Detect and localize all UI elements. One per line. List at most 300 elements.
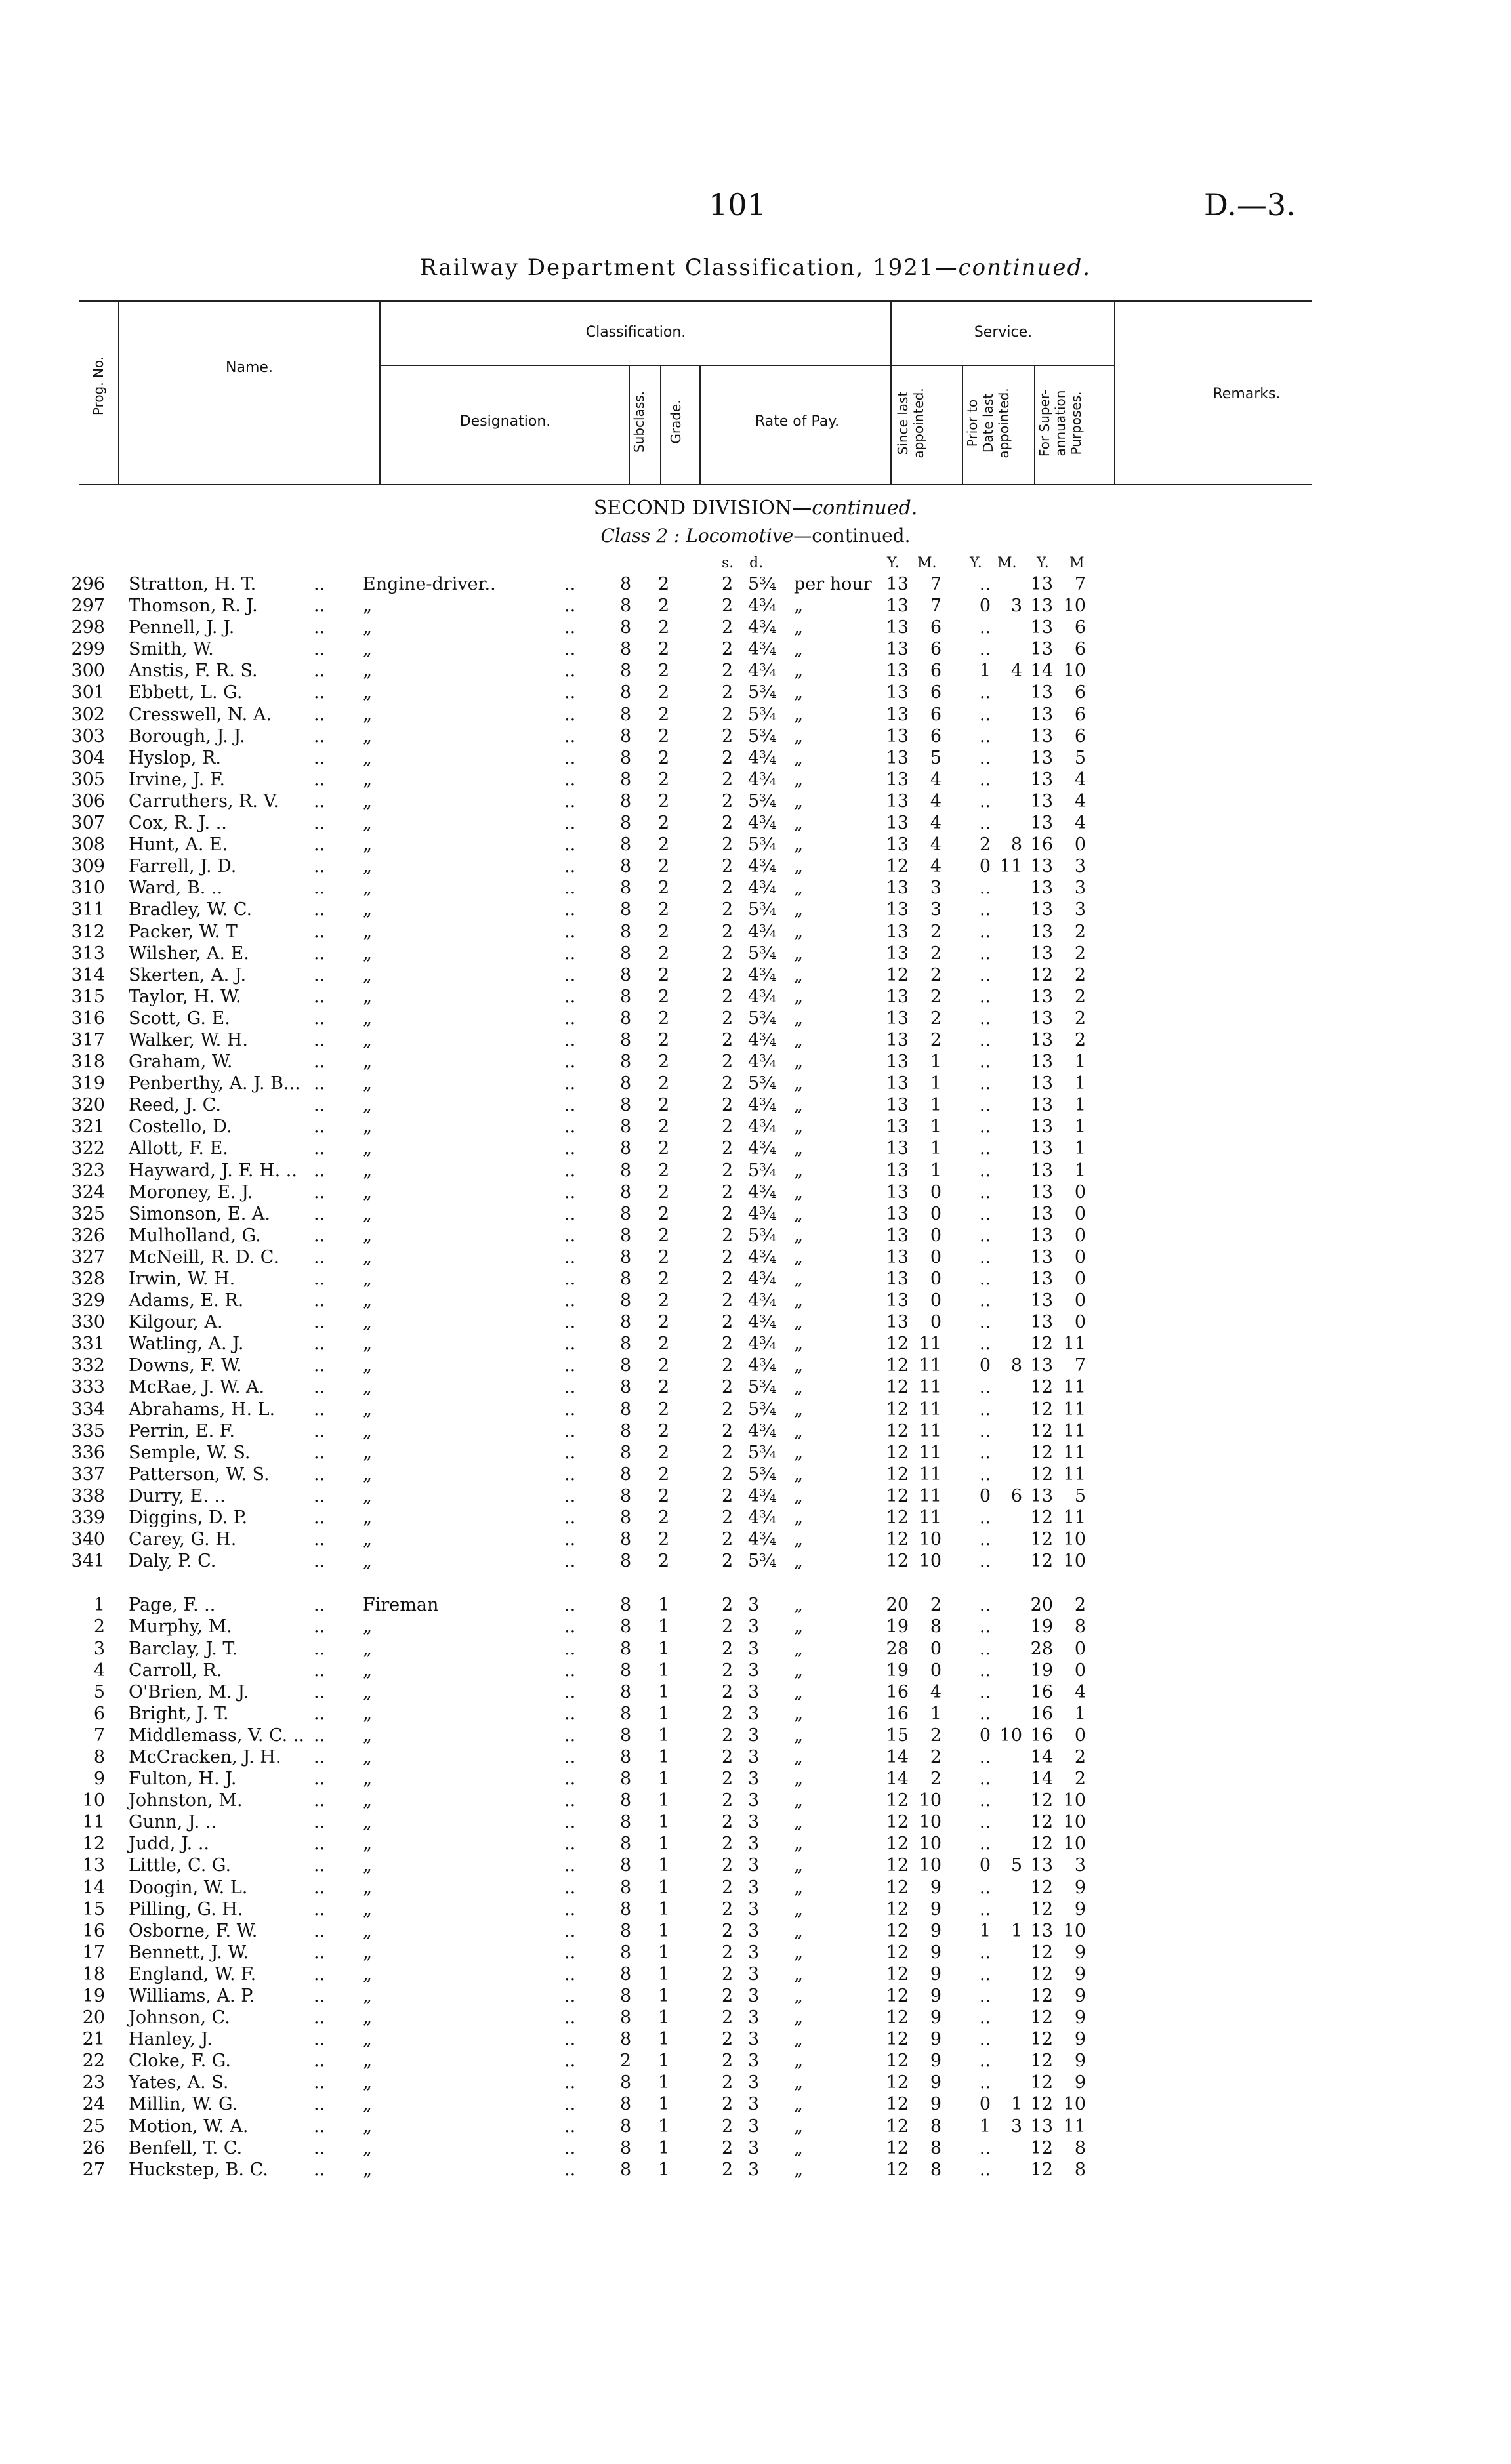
prog-number: 332 [71, 1355, 105, 1376]
grade: 2 [658, 1334, 670, 1355]
rate-pence: 5¾ [748, 726, 777, 747]
super-years: 16 [1030, 1703, 1053, 1724]
leader-dots: .. [314, 1420, 325, 1441]
super-years: 13 [1030, 1920, 1053, 1941]
designation: „ [363, 1746, 372, 1767]
prog-number: 337 [71, 1464, 105, 1485]
since-months: 2 [930, 921, 942, 942]
since-months: 4 [930, 791, 942, 811]
prior-years: .. [979, 1420, 991, 1441]
rate-shillings: 2 [722, 1877, 734, 1898]
prior-years: 2 [979, 834, 991, 855]
prior-years: 0 [979, 856, 991, 877]
subclass: 8 [620, 2029, 632, 2050]
table-row [0, 1030, 1511, 1052]
table-row [0, 1269, 1511, 1290]
leader-dots: .. [314, 1334, 325, 1355]
super-months: 2 [1074, 1595, 1086, 1616]
rate-shillings: 2 [722, 1834, 734, 1855]
grade: 1 [658, 2007, 670, 2028]
rate-pence: 4¾ [748, 813, 777, 834]
rate-shillings: 2 [722, 1052, 734, 1073]
leader-dots: .. [314, 1725, 325, 1746]
since-years: 14 [886, 1769, 909, 1790]
rate-period: „ [794, 1812, 803, 1833]
leader-dots: .. [314, 1464, 325, 1485]
table-row [0, 1899, 1511, 1921]
subclass: 8 [620, 1942, 632, 1963]
table-row [0, 2138, 1511, 2160]
super-years: 16 [1030, 1681, 1053, 1702]
prior-years: 0 [979, 1355, 991, 1376]
designation: „ [363, 2159, 372, 2180]
rate-pence: 4¾ [748, 856, 777, 877]
prior-months: 1 [1010, 2094, 1022, 2115]
prior-years: .. [979, 791, 991, 811]
rate-shillings: 2 [722, 834, 734, 855]
title-main: Railway Department Classification, 1921— [419, 255, 959, 281]
table-row [0, 1052, 1511, 1073]
header-since-last-appointed: Since last appointed. [895, 388, 926, 459]
rate-period: „ [794, 617, 803, 638]
rate-period: „ [794, 596, 803, 617]
table-row [0, 2072, 1511, 2094]
super-years: 13 [1030, 1138, 1053, 1159]
rate-pence: 5¾ [748, 704, 777, 725]
leader-dots: .. [564, 596, 576, 617]
designation: „ [363, 2051, 372, 2072]
prog-number: 319 [71, 1073, 105, 1094]
grade: 2 [658, 1551, 670, 1572]
super-months: 0 [1074, 1638, 1086, 1659]
prior-months: 3 [1010, 596, 1022, 617]
employee-name: Irwin, W. H. [129, 1269, 236, 1289]
unit-pence: d. [749, 555, 764, 571]
header-subrule [381, 365, 1114, 366]
since-years: 13 [886, 899, 909, 920]
prior-years: .. [979, 943, 991, 964]
since-months: 0 [930, 1181, 942, 1202]
rate-shillings: 2 [722, 2072, 734, 2093]
super-months: 0 [1074, 1246, 1086, 1267]
rate-period: „ [794, 1334, 803, 1355]
header-divider [118, 300, 119, 485]
since-months: 2 [930, 964, 942, 985]
grade: 2 [658, 1029, 670, 1050]
employee-name: Barclay, J. T. [129, 1638, 238, 1659]
since-years: 13 [886, 769, 909, 790]
rate-pence: 4¾ [748, 921, 777, 942]
leader-dots: .. [314, 1138, 325, 1159]
employee-name: Carruthers, R. V. [129, 791, 279, 811]
prior-years: 0 [979, 596, 991, 617]
since-months: 0 [930, 1290, 942, 1311]
designation: „ [363, 1203, 372, 1224]
rate-period: per hour [794, 574, 872, 594]
designation: „ [363, 1877, 372, 1898]
rate-pence: 3 [748, 1681, 760, 1702]
prog-number: 321 [71, 1117, 105, 1138]
since-months: 6 [930, 682, 942, 703]
since-years: 13 [886, 1008, 909, 1029]
rate-shillings: 2 [722, 964, 734, 985]
rate-pence: 5¾ [748, 1399, 777, 1420]
leader-dots: .. [564, 1029, 576, 1050]
leader-dots: .. [314, 1312, 325, 1333]
prior-years: 1 [979, 661, 991, 682]
prior-years: .. [979, 1117, 991, 1138]
table-row [0, 1551, 1511, 1572]
prior-years: .. [979, 2159, 991, 2180]
employee-name: Wilsher, A. E. [129, 943, 249, 964]
subclass: 8 [620, 1073, 632, 1094]
employee-name: Irvine, J. F. [129, 769, 225, 790]
since-years: 12 [886, 1377, 909, 1398]
rate-period: „ [794, 1660, 803, 1681]
prog-number: 333 [71, 1377, 105, 1398]
rate-shillings: 2 [722, 704, 734, 725]
since-years: 13 [886, 1181, 909, 1202]
leader-dots: .. [314, 1160, 325, 1181]
table-row [0, 1682, 1511, 1704]
subclass: 8 [620, 1529, 632, 1550]
super-years: 12 [1030, 1420, 1053, 1441]
super-months: 9 [1074, 1963, 1086, 1984]
rate-period: „ [794, 899, 803, 920]
since-years: 12 [886, 1464, 909, 1485]
leader-dots: .. [564, 1899, 576, 1920]
since-months: 4 [930, 834, 942, 855]
designation: „ [363, 726, 372, 747]
employee-name: Semple, W. S. [129, 1442, 251, 1463]
grade: 2 [658, 791, 670, 811]
employee-name: Bradley, W. C. [129, 899, 253, 920]
subclass: 8 [620, 1312, 632, 1333]
table-row [0, 1247, 1511, 1269]
subclass: 8 [620, 899, 632, 920]
designation: „ [363, 1290, 372, 1311]
employee-name: Hunt, A. E. [129, 834, 228, 855]
grade: 2 [658, 1290, 670, 1311]
employee-name: Hayward, J. F. H. .. [129, 1160, 297, 1181]
super-years: 12 [1030, 2072, 1053, 2093]
rate-pence: 3 [748, 1877, 760, 1898]
super-years: 19 [1030, 1660, 1053, 1681]
grade: 2 [658, 769, 670, 790]
super-months: 6 [1074, 617, 1086, 638]
grade: 2 [658, 1377, 670, 1398]
since-months: 6 [930, 661, 942, 682]
prior-years: .. [979, 1812, 991, 1833]
grade: 2 [658, 856, 670, 877]
rate-shillings: 2 [722, 899, 734, 920]
subclass: 8 [620, 1269, 632, 1289]
since-years: 12 [886, 2116, 909, 2137]
super-years: 12 [1030, 1790, 1053, 1811]
super-years: 13 [1030, 813, 1053, 834]
leader-dots: .. [564, 1660, 576, 1681]
leader-dots: .. [314, 986, 325, 1007]
leader-dots: .. [314, 1790, 325, 1811]
super-years: 13 [1030, 769, 1053, 790]
leader-dots: .. [314, 1986, 325, 2006]
super-years: 13 [1030, 1855, 1053, 1876]
leader-dots: .. [314, 617, 325, 638]
leader-dots: .. [564, 1377, 576, 1398]
grade: 2 [658, 1269, 670, 1289]
since-months: 11 [919, 1420, 942, 1441]
rate-period: „ [794, 1790, 803, 1811]
rate-pence: 5¾ [748, 1008, 777, 1029]
leader-dots: .. [564, 1095, 576, 1116]
designation: „ [363, 747, 372, 768]
designation: „ [363, 1963, 372, 1984]
leader-dots: .. [564, 2159, 576, 2180]
super-years: 12 [1030, 1551, 1053, 1572]
rate-period: „ [794, 1095, 803, 1116]
super-months: 9 [1074, 2051, 1086, 2072]
since-years: 12 [886, 2007, 909, 2028]
super-months: 2 [1074, 943, 1086, 964]
grade: 2 [658, 899, 670, 920]
super-months: 0 [1074, 1203, 1086, 1224]
rate-pence: 5¾ [748, 943, 777, 964]
grade: 1 [658, 1899, 670, 1920]
designation: „ [363, 1138, 372, 1159]
prior-years: .. [979, 1660, 991, 1681]
leader-dots: .. [564, 2137, 576, 2158]
leader-dots: .. [314, 1073, 325, 1094]
rate-shillings: 2 [722, 2051, 734, 2072]
grade: 2 [658, 1399, 670, 1420]
since-years: 12 [886, 1942, 909, 1963]
rate-pence: 4¾ [748, 747, 777, 768]
employee-name: Little, C. G. [129, 1855, 232, 1876]
designation: „ [363, 2029, 372, 2050]
rate-period: „ [794, 1834, 803, 1855]
rate-shillings: 2 [722, 2007, 734, 2028]
leader-dots: .. [314, 1746, 325, 1767]
since-months: 4 [930, 813, 942, 834]
rate-shillings: 2 [722, 1790, 734, 1811]
designation: „ [363, 617, 372, 638]
prog-number: 311 [71, 899, 105, 920]
prog-number: 307 [71, 813, 105, 834]
rate-shillings: 2 [722, 747, 734, 768]
leader-dots: .. [564, 943, 576, 964]
rate-period: „ [794, 856, 803, 877]
subclass: 8 [620, 639, 632, 660]
since-months: 2 [930, 1769, 942, 1790]
header-rate-of-pay: Rate of Pay. [755, 413, 840, 430]
prog-number: 14 [82, 1877, 105, 1898]
rate-period: „ [794, 1638, 803, 1659]
designation: „ [363, 1269, 372, 1289]
subclass: 8 [620, 1877, 632, 1898]
table-row [0, 639, 1511, 661]
prog-number: 24 [82, 2094, 105, 2115]
employee-name: Scott, G. E. [129, 1008, 230, 1029]
prog-number: 16 [82, 1920, 105, 1941]
since-years: 12 [886, 1963, 909, 1984]
table-row [0, 1182, 1511, 1204]
leader-dots: .. [564, 1529, 576, 1550]
rate-shillings: 2 [722, 726, 734, 747]
designation: „ [363, 1638, 372, 1659]
prog-number: 336 [71, 1442, 105, 1463]
header-service: Service. [974, 324, 1033, 340]
leader-dots: .. [564, 791, 576, 811]
leader-dots: .. [564, 1616, 576, 1637]
subclass: 8 [620, 704, 632, 725]
since-months: 1 [930, 1138, 942, 1159]
rate-period: „ [794, 1420, 803, 1441]
leader-dots: .. [314, 1442, 325, 1463]
prog-number: 296 [71, 574, 105, 594]
super-months: 1 [1074, 1703, 1086, 1724]
rate-period: „ [794, 2094, 803, 2115]
grade: 1 [658, 1681, 670, 1702]
table-row [0, 1529, 1511, 1551]
employee-name: Ebbett, L. G. [129, 682, 243, 703]
rate-pence: 5¾ [748, 899, 777, 920]
rate-pence: 3 [748, 1899, 760, 1920]
subclass: 8 [620, 1052, 632, 1073]
super-months: 10 [1063, 1551, 1086, 1572]
super-months: 0 [1074, 1312, 1086, 1333]
rate-shillings: 2 [722, 1595, 734, 1616]
super-months: 4 [1074, 1681, 1086, 1702]
leader-dots: .. [314, 834, 325, 855]
rate-shillings: 2 [722, 1769, 734, 1790]
table-row [0, 726, 1511, 748]
since-years: 13 [886, 1073, 909, 1094]
designation: „ [363, 1681, 372, 1702]
rate-pence: 4¾ [748, 1508, 777, 1529]
leader-dots: .. [314, 574, 325, 594]
prog-number: 22 [82, 2051, 105, 2072]
grade: 2 [658, 986, 670, 1007]
prior-months: 5 [1010, 1855, 1022, 1876]
super-years: 13 [1030, 747, 1053, 768]
rate-pence: 4¾ [748, 1529, 777, 1550]
since-years: 12 [886, 1834, 909, 1855]
grade: 1 [658, 2159, 670, 2180]
super-months: 0 [1074, 1290, 1086, 1311]
rate-pence: 3 [748, 2094, 760, 2115]
since-years: 15 [886, 1725, 909, 1746]
prior-years: .. [979, 1181, 991, 1202]
table-row [0, 834, 1511, 856]
designation: „ [363, 1117, 372, 1138]
table-row [0, 1595, 1511, 1616]
employee-name: Carroll, R. [129, 1660, 222, 1681]
rate-shillings: 2 [722, 1899, 734, 1920]
since-years: 12 [886, 1812, 909, 1833]
rate-pence: 4¾ [748, 1203, 777, 1224]
leader-dots: .. [314, 2116, 325, 2137]
since-years: 13 [886, 1095, 909, 1116]
prog-number: 331 [71, 1334, 105, 1355]
rate-period: „ [794, 1442, 803, 1463]
leader-dots: .. [314, 964, 325, 985]
leader-dots: .. [564, 704, 576, 725]
table-row [0, 2116, 1511, 2138]
table-row [0, 1486, 1511, 1508]
prog-number: 5 [93, 1681, 105, 1702]
designation: „ [363, 986, 372, 1007]
rate-shillings: 2 [722, 1616, 734, 1637]
since-years: 13 [886, 682, 909, 703]
leader-dots: .. [314, 1029, 325, 1050]
table-row [0, 1117, 1511, 1138]
designation: „ [363, 1485, 372, 1506]
subclass: 2 [620, 2051, 632, 2072]
rate-shillings: 2 [722, 1963, 734, 1984]
prior-years: .. [979, 1681, 991, 1702]
since-years: 12 [886, 1790, 909, 1811]
leader-dots: .. [314, 1834, 325, 1855]
rate-pence: 4¾ [748, 769, 777, 790]
rate-pence: 3 [748, 1942, 760, 1963]
leader-dots: .. [564, 1181, 576, 1202]
grade: 2 [658, 1420, 670, 1441]
rate-shillings: 2 [722, 2094, 734, 2115]
rate-period: „ [794, 2029, 803, 2050]
employee-name: Durry, E. .. [129, 1485, 226, 1506]
rate-shillings: 2 [722, 1920, 734, 1941]
leader-dots: .. [564, 1508, 576, 1529]
prior-years: .. [979, 1986, 991, 2006]
rate-shillings: 2 [722, 1551, 734, 1572]
since-months: 11 [919, 1508, 942, 1529]
grade: 1 [658, 1834, 670, 1855]
designation: „ [363, 834, 372, 855]
table-row [0, 1399, 1511, 1421]
prog-number: 317 [71, 1029, 105, 1050]
prior-years: .. [979, 1790, 991, 1811]
grade: 2 [658, 704, 670, 725]
division-continued: continued. [812, 497, 918, 520]
since-years: 12 [886, 1334, 909, 1355]
division-heading [0, 497, 1511, 520]
employee-name: McNeill, R. D. C. [129, 1246, 279, 1267]
subclass: 8 [620, 682, 632, 703]
subclass: 8 [620, 2116, 632, 2137]
super-months: 0 [1074, 1225, 1086, 1246]
prior-years: .. [979, 2029, 991, 2050]
subclass: 8 [620, 1355, 632, 1376]
rate-period: „ [794, 1117, 803, 1138]
designation: „ [363, 1029, 372, 1050]
rate-pence: 5¾ [748, 682, 777, 703]
employee-name: Anstis, F. R. S. [129, 661, 258, 682]
subclass: 8 [620, 1377, 632, 1398]
super-months: 3 [1074, 899, 1086, 920]
since-months: 9 [930, 2051, 942, 2072]
designation: „ [363, 943, 372, 964]
header-bottom-rule [79, 484, 1312, 485]
rate-period: „ [794, 2072, 803, 2093]
designation: „ [363, 1899, 372, 1920]
designation: Engine-driver.. [363, 574, 496, 594]
prior-years: .. [979, 617, 991, 638]
rate-pence: 3 [748, 1595, 760, 1616]
super-years: 13 [1030, 596, 1053, 617]
super-years: 12 [1030, 1986, 1053, 2006]
designation: „ [363, 1616, 372, 1637]
rate-period: „ [794, 1703, 803, 1724]
